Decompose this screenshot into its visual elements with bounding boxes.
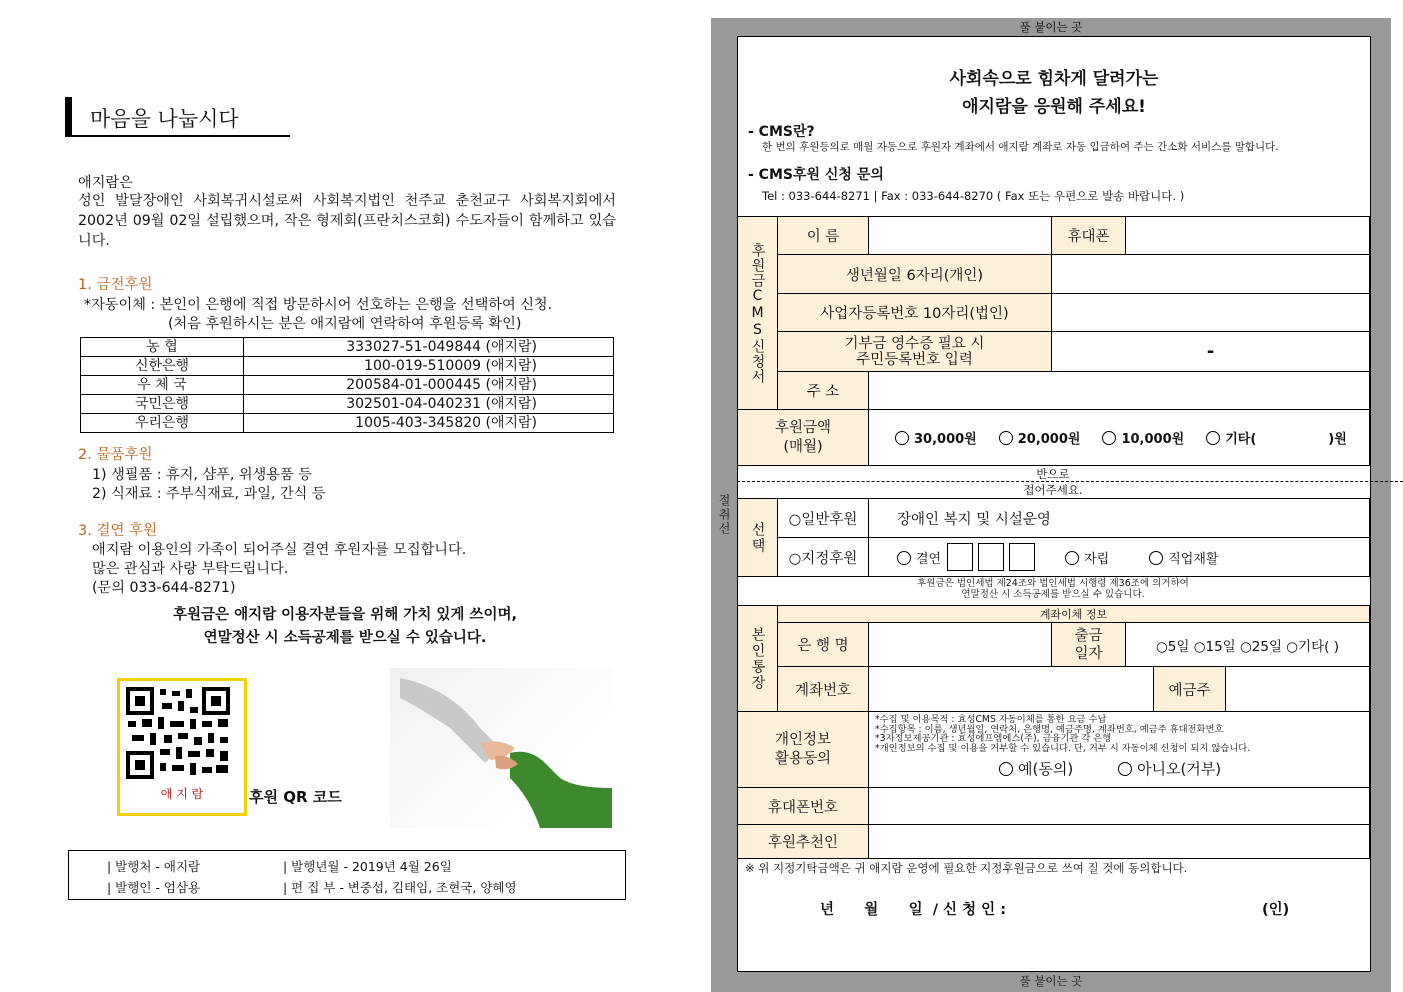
tax-note-line1: 후원금은 법인세법 제24조와 법인세법 시행령 제36조에 의거하여 (917, 578, 1189, 589)
radio-icon (1149, 551, 1163, 565)
bank-name-label: 은 행 명 (777, 622, 869, 667)
glue-top: 풀 붙이는 곳 (1019, 20, 1083, 34)
seal-mark: (인) (1262, 902, 1290, 918)
hands-image (390, 668, 612, 828)
receipt-label-line1: 기부금 영수증 필요 시 (844, 335, 985, 352)
designated-sponsor[interactable]: 결연 (897, 548, 941, 567)
glue-bottom: 풀 붙이는 곳 (1019, 974, 1083, 988)
bank-account: 333027-51-049844 (애지람) (244, 338, 614, 357)
general-description: 장애인 복지 및 시설운영 (868, 498, 1370, 538)
page-title: 마음을 나눕시다 (90, 107, 239, 131)
amount-20000[interactable]: 20,000원 (999, 428, 1081, 447)
amount-label (737, 409, 869, 466)
account-holder-field[interactable] (1225, 666, 1370, 712)
signature-line: 년 월 일 / 신 청 인 : (820, 902, 1007, 918)
radio-icon (895, 431, 909, 445)
bank-name: 국민은행 (81, 395, 244, 414)
bank-account: 100-019-510009 (애지람) (244, 357, 614, 376)
receipt-label (777, 331, 1052, 372)
consent-no[interactable]: 아니오(거부) (1118, 760, 1221, 778)
radio-icon (1065, 551, 1079, 565)
bank-name: 우 체 국 (81, 376, 244, 395)
general-option[interactable]: ○일반후원 (777, 498, 869, 538)
resident-number-field[interactable]: - (1051, 331, 1370, 372)
qr-code[interactable] (117, 678, 247, 816)
tax-note (737, 578, 1369, 600)
section-money-line1: *자동이체 : 본인이 은행에 직접 방문하시어 선호하는 은행을 선택하여 신청. (84, 297, 553, 313)
table-row (81, 395, 614, 414)
recommender-field[interactable] (868, 824, 1370, 859)
consent-note: ※ 위 지정기탁금액은 귀 애지람 운영에 필요한 지정후원금으로 쓰여 질 것에 동의합니다. (745, 861, 1188, 875)
publication-info (68, 850, 626, 900)
intro-heading: 애지람은 (78, 175, 133, 191)
notice-line2: 연말정산 시 소득공제를 받으실 수 있습니다. (203, 630, 487, 646)
amount-30000[interactable]: 30,000원 (895, 428, 977, 447)
section-sponsor-title: 3. 결연 후원 (78, 523, 158, 539)
radio-icon (897, 551, 911, 565)
section-money-line2: (처음 후원하시는 분은 애지람에 연락하여 후원등록 확인) (168, 316, 522, 332)
page-title-box (65, 97, 290, 137)
editors: | 편 집 부 - 변중섭, 김태임, 조현국, 양혜영 (283, 880, 517, 895)
contact-info: Tel : 033-644-8271 | Fax : 033-644-8270 ( Fax 또는 우편으로 발송 바랍니다. ) (762, 189, 1185, 203)
privacy-term: *개인정보의 수집 및 이용을 거부할 수 있습니다. 단, 거부 시 자동이체 신청이 되지 않습니다. (875, 742, 1251, 754)
tax-note-line2: 연말정산 시 소득공제를 받으실 수 있습니다. (961, 589, 1145, 600)
radio-icon (1206, 431, 1220, 445)
privacy-term: *수집 및 이용목적 : 효성CMS 자동이체를 통한 요금 수납 (875, 714, 1107, 725)
amount-other-end: )원 (1328, 432, 1347, 447)
section-choice-label: 선택 (737, 498, 778, 577)
account-transfer-header: 계좌이체 정보 (777, 605, 1370, 623)
privacy-term: *3자정보제공기관 : 효성에프엠에스(주), 금융기관 각 은행 (875, 733, 1112, 744)
section-sponsor-line3: (문의 033-644-8271) (92, 580, 236, 596)
amount-10000[interactable]: 10,000원 (1102, 428, 1184, 447)
table-row (81, 414, 614, 433)
privacy-term: *수집항목 : 이름, 생년월일, 연락처, 은행명, 예금주명, 계좌번호, 예금주 휴대전화번호 (875, 723, 1224, 735)
bank-name: 우리은행 (81, 414, 244, 433)
fold-text1: 반으로 (1036, 467, 1070, 481)
table-row (81, 338, 614, 357)
radio-icon (999, 431, 1013, 445)
publish-date: | 발행년월 - 2019년 4월 26일 (283, 859, 452, 874)
form-heading1: 사회속으로 힘차게 달려가는 (949, 69, 1159, 89)
digit-box[interactable] (978, 543, 1004, 571)
amount-label-line2: (매월) (783, 438, 823, 455)
business-label: 사업자등록번호 10자리(법인) (777, 293, 1052, 332)
section-goods-line2: 2) 식재료 : 주부식재료, 과일, 간식 등 (92, 486, 326, 502)
qr-logo: 애 지 람 (160, 787, 204, 801)
withdrawal-date-label: 출금 일자 (1051, 622, 1126, 667)
designated-option[interactable]: ○지정후원 (777, 537, 869, 577)
form-heading2: 애지람을 응원해 주세요! (962, 97, 1146, 117)
intro-text: 성인 발달장애인 사회복귀시설로써 사회복지법인 천주교 춘천교구 사회복지회에서 2002년 09월 02일 설립했으며, 작은 형제회(프란치스코회) 수도자들이 함께하고 있습니다. (78, 193, 616, 249)
digit-box[interactable] (947, 543, 973, 571)
section-sponsor-line2: 많은 관심과 사랑 부탁드립니다. (92, 561, 289, 577)
name-field[interactable] (868, 216, 1052, 255)
qr-label: 후원 QR 코드 (249, 788, 342, 806)
section-goods-line1: 1) 생필품 : 휴지, 샴푸, 위생용품 등 (92, 467, 312, 483)
bank-name-field[interactable] (868, 622, 1052, 667)
section-account-label: 본인통장 (737, 605, 778, 712)
section-cms-label: 후원금CMS신청서 (737, 216, 778, 410)
table-row (81, 357, 614, 376)
section-sponsor-line1: 애지람 이용인의 가족이 되어주실 결연 후원자를 모집합니다. (92, 542, 467, 558)
name-label: 이 름 (777, 216, 869, 255)
amount-options (868, 409, 1370, 466)
mobile-label: 휴대폰 (1051, 216, 1126, 255)
account-number-field[interactable] (868, 666, 1154, 712)
section-goods-title: 2. 물품후원 (78, 447, 153, 463)
publisher: | 발행처 - 애지람 (107, 859, 201, 874)
address-label: 주 소 (777, 371, 869, 410)
birth-field[interactable] (1051, 254, 1370, 294)
bank-account: 200584-01-000445 (애지람) (244, 376, 614, 395)
phone-label: 휴대폰번호 (737, 787, 869, 825)
radio-icon (999, 762, 1013, 776)
mobile-field[interactable] (1125, 216, 1370, 255)
business-field[interactable] (1051, 293, 1370, 332)
amount-label-line1: 후원금액 (774, 419, 832, 436)
cut-line-label: 절취선 (717, 494, 731, 536)
radio-icon (1102, 431, 1116, 445)
bank-account: 1005-403-345820 (애지람) (244, 414, 614, 433)
recommender-label: 후원추천인 (737, 824, 869, 859)
consent-yes[interactable]: 예(동의) (999, 760, 1073, 778)
bank-account: 302501-04-040231 (애지람) (244, 395, 614, 414)
amount-other[interactable]: 기타( (1206, 428, 1256, 447)
bank-name: 신한은행 (81, 357, 244, 376)
issuer: | 발행인 - 엄삼용 (107, 880, 201, 895)
notice-line1: 후원금은 애지람 이용자분들을 위해 가치 있게 쓰이며, (173, 607, 517, 623)
fold-text2: 접어주세요. (1023, 483, 1083, 497)
bank-name: 농 협 (81, 338, 244, 357)
account-number-label: 계좌번호 (777, 666, 869, 712)
privacy-terms (869, 712, 1369, 753)
designated-options (868, 537, 1370, 577)
privacy-content (868, 711, 1370, 788)
hands-illustration (390, 668, 612, 828)
radio-icon (1118, 762, 1132, 776)
table-row (81, 376, 614, 395)
cms-description: 한 번의 후원등의로 매월 자동으로 후원자 계좌에서 애지람 계좌로 자동 입금하여 주는 간소화 서비스를 말합니다. (762, 141, 1279, 153)
cms-inquiry: - CMS후원 신청 문의 (748, 167, 884, 183)
receipt-label-line2: 주민등록번호 입력 (856, 351, 973, 368)
bank-table (80, 337, 614, 433)
phone-field[interactable] (868, 787, 1370, 825)
section-money-title: 1. 금전후원 (78, 277, 153, 293)
cms-question: - CMS란? (748, 124, 815, 140)
birth-label: 생년월일 6자리(개인) (777, 254, 1052, 294)
privacy-label: 개인정보 활용동의 (737, 711, 869, 788)
designated-vocational[interactable]: 직업재활 (1149, 548, 1218, 567)
withdrawal-date-options[interactable]: ○5일 ○15일 ○25일 ○기타( ) (1125, 622, 1370, 667)
designated-independence[interactable]: 자립 (1065, 548, 1109, 567)
digit-box[interactable] (1009, 543, 1035, 571)
address-field[interactable] (868, 371, 1370, 410)
privacy-consent (869, 758, 1369, 779)
account-holder-label: 예금주 (1153, 666, 1226, 712)
